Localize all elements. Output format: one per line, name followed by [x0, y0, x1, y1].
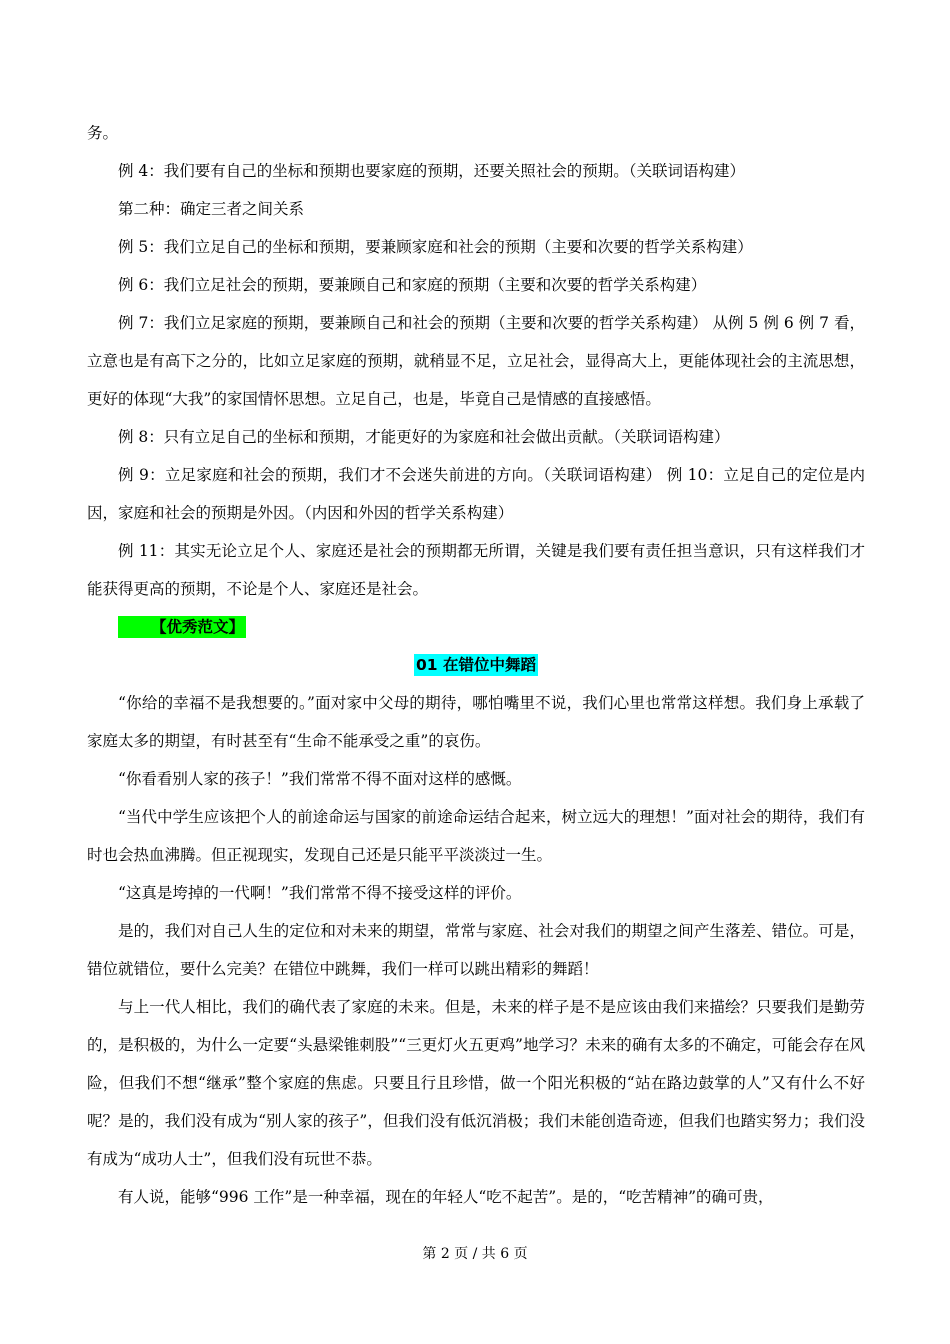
paragraph-example-6: 例 6：我们立足社会的预期，要兼顾自己和家庭的预期（主要和次要的哲学关系构建）	[118, 276, 707, 294]
essay-paragraph: “你看看别人家的孩子！”我们常常不得不面对这样的感慨。	[118, 770, 522, 788]
body-text	[87, 114, 865, 1216]
page-footer: 第 2 页 / 共 6 页	[422, 1246, 528, 1262]
section-tag: 【优秀范文】	[118, 616, 246, 638]
section-tag-row	[87, 608, 865, 646]
essay-title: 01 在错位中舞蹈	[416, 656, 536, 674]
paragraph-example-9-10: 例 9：立足家庭和社会的预期，我们才不会迷失前进的方向。（关联词语构建） 例 10：立足自己的定位是内因，家庭和社会的预期是外因。（内因和外因的哲学关系构建）	[87, 466, 865, 522]
paragraph-example-8: 例 8：只有立足自己的坐标和预期，才能更好的为家庭和社会做出贡献。（关联词语构建）	[118, 428, 730, 446]
paragraph-type-2: 第二种：确定三者之间关系	[118, 200, 305, 218]
essay-paragraph: 与上一代人相比，我们的确代表了家庭的未来。但是，未来的样子是不是应该由我们来描绘？只要我们是勤劳的，是积极的，为什么一定要“头悬梁锥刺股”“三更灯火五更鸡”地学习？未来的确有太多的不确定，可能会存在风险，但我们不想“继承”整个家庭的焦虑。只要且行且珍惜，做一个阳光积极的“站在路边鼓掌的人”又有什么不好呢？是的，我们没有成为“别人家的孩子”，但我们没有低沉消极；我们未能创造奇迹，但我们也踏实努力；我们没有成为“成功人士”，但我们没有玩世不恭。	[87, 998, 865, 1168]
paragraph-example-5: 例 5：我们立足自己的坐标和预期，要兼顾家庭和社会的预期（主要和次要的哲学关系构建）	[118, 238, 753, 256]
essay-paragraph: “你给的幸福不是我想要的。”面对家中父母的期待，哪怕嘴里不说，我们心里也常常这样想。我们身上承载了家庭太多的期望，有时甚至有“生命不能承受之重”的哀伤。	[87, 694, 865, 750]
paragraph-example-11: 例 11：其实无论立足个人、家庭还是社会的预期都无所谓，关键是我们要有责任担当意识，只有这样我们才能获得更高的预期，不论是个人、家庭还是社会。	[87, 542, 865, 598]
essay-paragraph: 是的，我们对自己人生的定位和对未来的期望，常常与家庭、社会对我们的期望之间产生落差、错位。可是，错位就错位，要什么完美？在错位中跳舞，我们一样可以跳出精彩的舞蹈！	[87, 922, 865, 978]
paragraph-example-7: 例 7：我们立足家庭的预期，要兼顾自己和社会的预期（主要和次要的哲学关系构建） 从例 5 例 6 例 7 看，立意也是有高下之分的，比如立足家庭的预期，就稍显不足，立足社会，显得高大上，更能体现社会的主流思想，更好的体现“大我”的家国情怀思想。立足自己，也是，毕竟自己是情感的直接感悟。	[87, 314, 865, 408]
paragraph-example-4: 例 4：我们要有自己的坐标和预期也要家庭的预期，还要关照社会的预期。（关联词语构建）	[118, 162, 746, 180]
essay-paragraph: “当代中学生应该把个人的前途命运与国家的前途命运结合起来，树立远大的理想！”面对社会的期待，我们有时也会热血沸腾。但正视现实，发现自己还是只能平平淡淡过一生。	[87, 808, 865, 864]
paragraph-continuation: 务。	[87, 124, 119, 142]
essay-title-row	[87, 646, 865, 684]
essay-paragraph: 有人说，能够“996 工作”是一种幸福，现在的年轻人“吃不起苦”。是的，“吃苦精神”的确可贵，	[118, 1188, 774, 1206]
essay-paragraph: “这真是垮掉的一代啊！”我们常常不得不接受这样的评价。	[118, 884, 522, 902]
